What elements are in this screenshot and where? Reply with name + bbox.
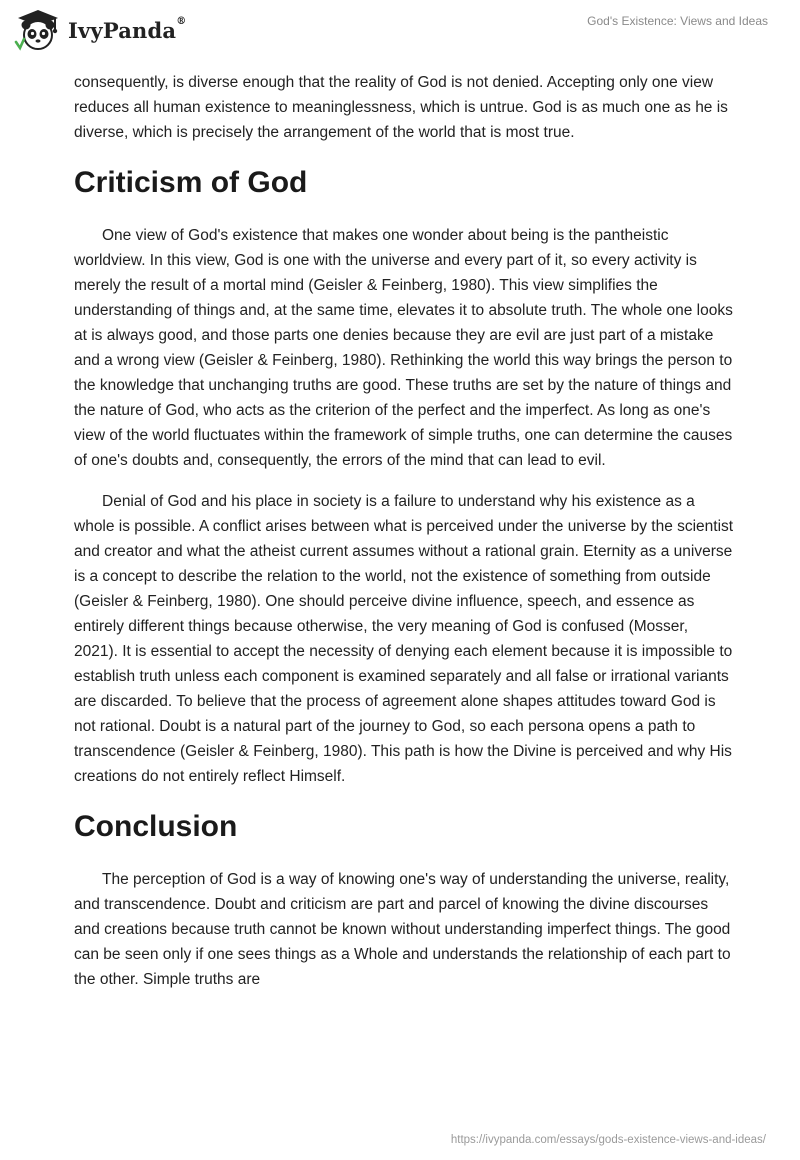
- document-title: God's Existence: Views and Ideas: [587, 14, 768, 28]
- page-url[interactable]: https://ivypanda.com/essays/gods-existence-views-and-ideas/: [450, 1134, 766, 1146]
- panda-graduate-logo-icon: [14, 8, 62, 52]
- page-header: [0, 0, 800, 66]
- paragraph: The perception of God is a way of knowing one's way of understanding the universe, reality, and transcendence. Doubt and criticism are part and parcel of knowing the divine discourses and creations because truth cannot be known without understanding imperfect things. The good can be seen only if one sees things as a Whole and understands the relationship of each part to the other. Simple truths are: [74, 871, 731, 988]
- section-heading-criticism: Criticism of God: [74, 166, 308, 199]
- essay-content: [74, 70, 734, 1008]
- intro-paragraph: consequently, is diverse enough that the reality of God is not denied. Accepting only one view reduces all human existence to meaninglessness, which is untrue. God is as much one as he is diverse, which is precisely the arrangement of the world that is most true.: [74, 74, 728, 141]
- brand-name: IvyPanda®: [68, 15, 187, 43]
- section-heading-conclusion: Conclusion: [74, 810, 238, 843]
- paragraph: One view of God's existence that makes one wonder about being is the pantheistic worldview. In this view, God is one with the universe and every part of it, so every activity is merely the result of a mortal mind (Geisler & Feinberg, 1980). This view simplifies the understanding of things and, at the same time, elevates it to absolute truth. The whole one looks at is always good, and those parts one denies because they are evil are just part of a mistake and a wrong view (Geisler & Feinberg, 1980). Rethinking the world this way brings the person to the knowledge that unchanging truths are good. These truths are set by the nature of things and the nature of God, who acts as the criterion of the perfect and the imperfect. As long as one's view of the world fluctuates within the framework of simple truths, one can determine the causes of one's doubts and, consequently, the errors of the mind that can lead to evil.: [74, 227, 733, 469]
- brand-logo[interactable]: [14, 8, 186, 52]
- paragraph: Denial of God and his place in society is a failure to understand why his existence as a whole is possible. A conflict arises between what is perceived under the universe by the scientist and creator and what the atheist current assumes without a rational grain. Eternity as a universe is a concept to describe the relation to the world, not the existence of something from outside (Geisler & Feinberg, 1980). One should perceive divine influence, speech, and essence as entirely different things because otherwise, the very meaning of God is confused (Mosser, 2021). It is essential to accept the necessity of denying each element because it is impossible to establish truth unless each component is examined separately and all false or irrational variants are discarded. To believe that the process of agreement alone shapes attitudes toward God is not rational. Doubt is a natural part of the journey to God, so each persona opens a path to transcendence (Geisler & Feinberg, 1980). This path is how the Divine is perceived and why His creations do not entirely reflect Himself.: [74, 493, 734, 785]
